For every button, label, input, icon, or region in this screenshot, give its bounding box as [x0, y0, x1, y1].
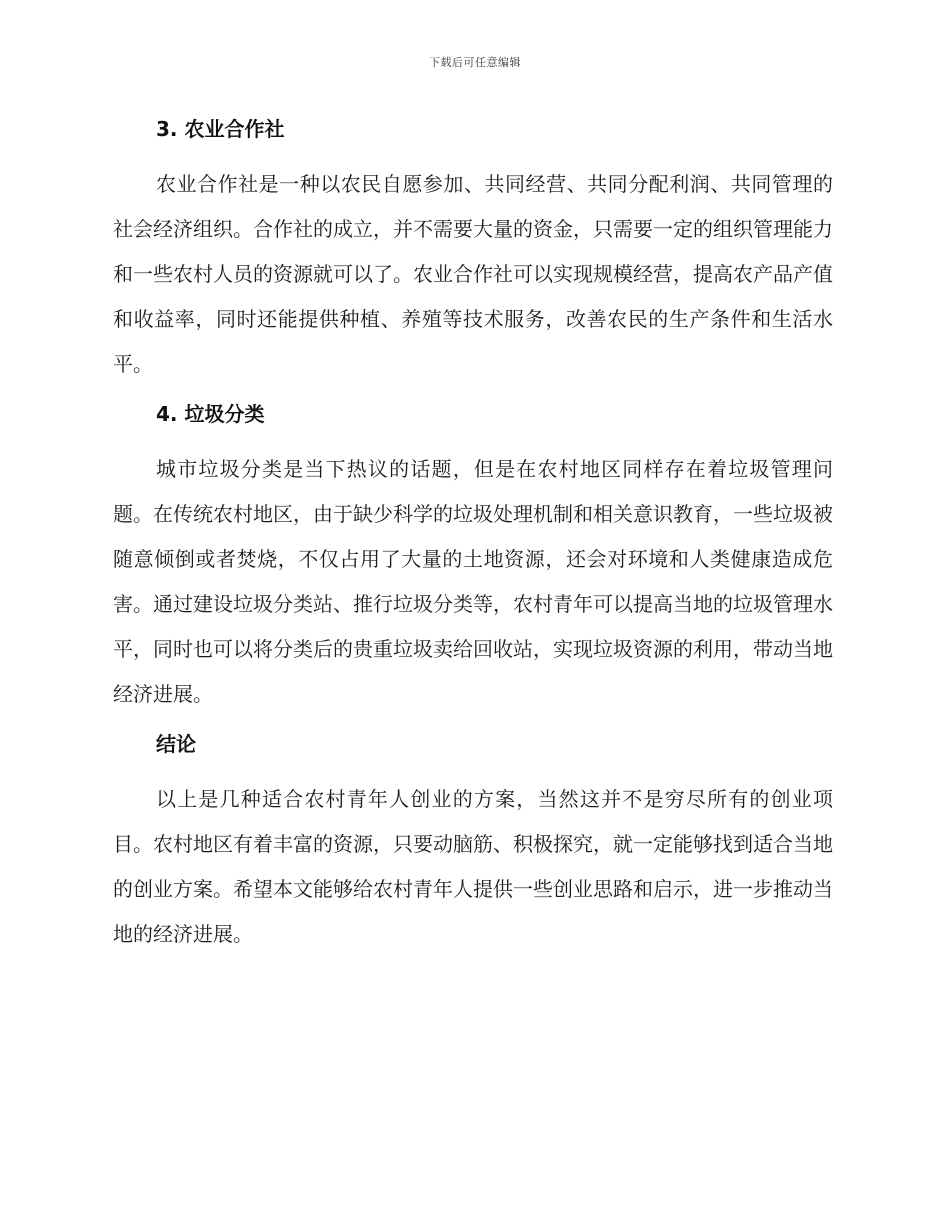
paragraph-cooperative: 农业合作社是一种以农民自愿参加、共同经营、共同分配利润、共同管理的社会经济组织。合作社的成立，并不需要大量的资金，只需要一定的组织管理能力和一些农村人员的资源就可以了。农业合作社可以实现规模经营，提高农产品产值和收益率，同时还能提供种植、养殖等技术服务，改善农民的生产条件和生活水平。	[113, 172, 833, 376]
paragraph-conclusion: 以上是几种适合农村青年人创业的方案，当然这并不是穷尽所有的创业项目。农村地区有着丰富的资源，只要动脑筋、积极探究，就一定能够找到适合当地的创业方案。希望本文能够给农村青年人提供一些创业思路和启示，进一步推动当地的经济进展。	[113, 787, 833, 946]
paragraph-waste-sorting: 城市垃圾分类是当下热议的话题，但是在农村地区同样存在着垃圾管理问题。在传统农村地区，由于缺少科学的垃圾处理机制和相关意识教育，一些垃圾被随意倾倒或者焚烧，不仅占用了大量的土地资源，还会对环境和人类健康造成危害。通过建设垃圾分类站、推行垃圾分类等，农村青年可以提高当地的垃圾管理水平，同时也可以将分类后的贵重垃圾卖给回收站，实现垃圾资源的利用，带动当地经济进展。	[113, 457, 833, 706]
running-header: 下载后可任意编辑	[429, 56, 521, 69]
document-body	[113, 110, 833, 957]
section-heading-waste-sorting: 4. 垃圾分类	[156, 402, 265, 426]
section-heading-cooperative: 3. 农业合作社	[156, 117, 285, 141]
section-heading-conclusion: 结论	[156, 732, 196, 756]
